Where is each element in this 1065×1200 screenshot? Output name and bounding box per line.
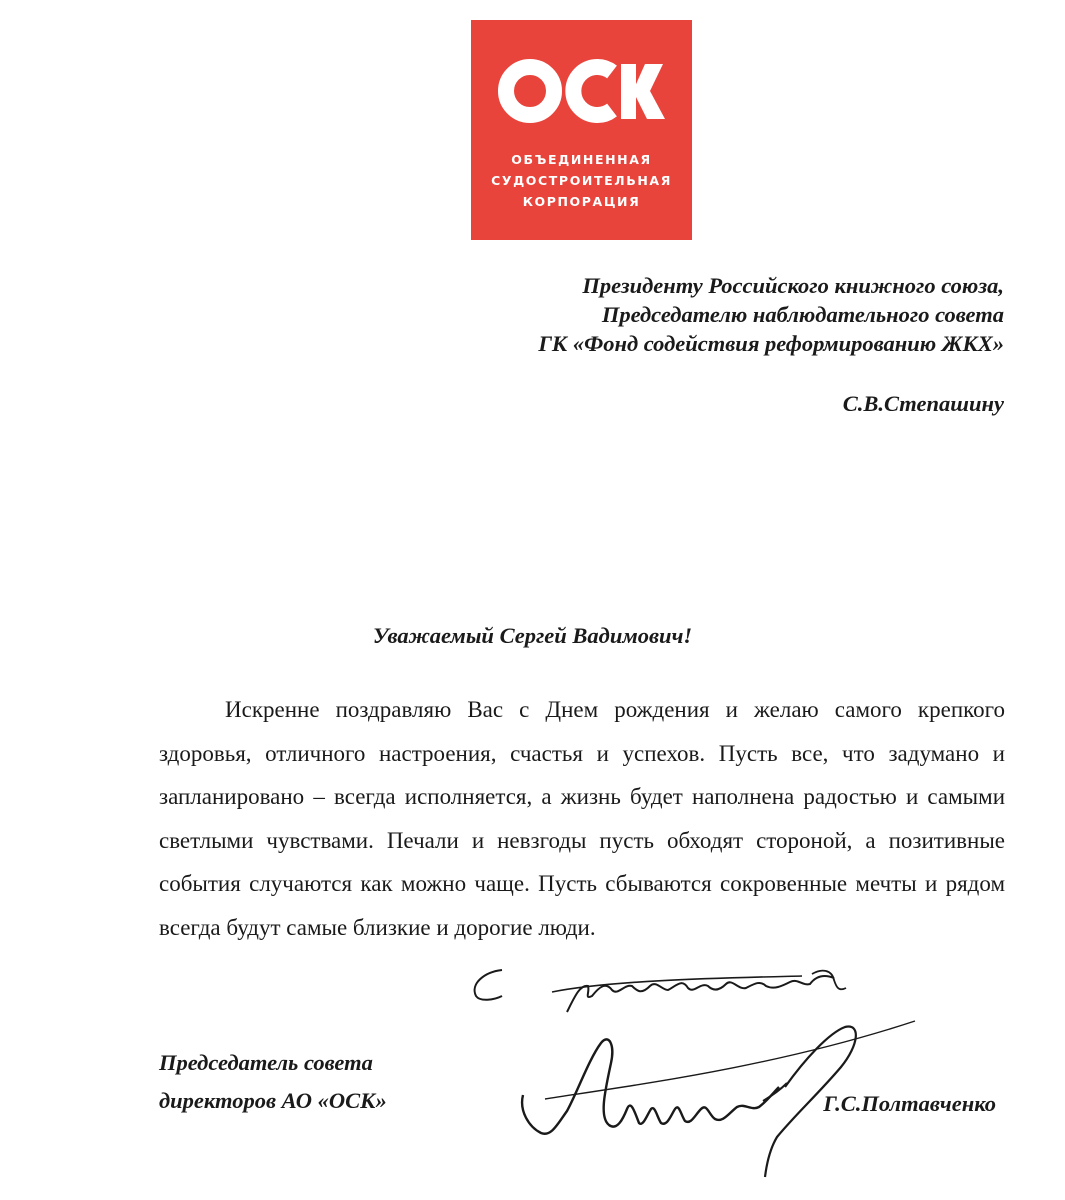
addressee-line: Председателю наблюдательного совета	[601, 302, 1004, 327]
logo-subtitle-line: СУДОСТРОИТЕЛЬНАЯ	[491, 173, 672, 188]
letter-body: Искренне поздравляю Вас с Днем рождения и желаю самого крепкого здоровья, отличного настроения, счастья и успехов. Пусть все, что задумано и запланировано – всегда исполняется, а жизнь будет наполнена радостью и самыми светлыми чувствами. Печали и невзгоды пусть обходят стороной, а позитивные события случаются как можно чаще. Пусть сбываются сокровенные мечты и рядом всегда будут самые близкие и дорогие люди.	[159, 697, 1005, 940]
signer-name: Г.С.Полтавченко	[823, 1091, 996, 1116]
osk-logo-mark	[497, 58, 667, 124]
addressee-line: Президенту Российского книжного союза,	[582, 273, 1004, 298]
handwritten-closing	[462, 960, 862, 1020]
signer-position	[159, 1044, 387, 1120]
addressee-block	[538, 271, 1004, 358]
company-logo	[471, 20, 692, 240]
addressee-line: ГК «Фонд содействия реформированию ЖКХ»	[538, 331, 1004, 356]
signer-position-line: Председатель совета	[159, 1050, 373, 1075]
signer-position-line: директоров АО «ОСК»	[159, 1088, 387, 1113]
salutation: Уважаемый Сергей Вадимович!	[372, 623, 693, 648]
logo-subtitle-line: КОРПОРАЦИЯ	[522, 194, 641, 209]
logo-subtitle	[471, 149, 692, 212]
logo-subtitle-line: ОБЪЕДИНЕННАЯ	[511, 152, 652, 167]
recipient-name: С.В.Степашину	[842, 391, 1004, 416]
